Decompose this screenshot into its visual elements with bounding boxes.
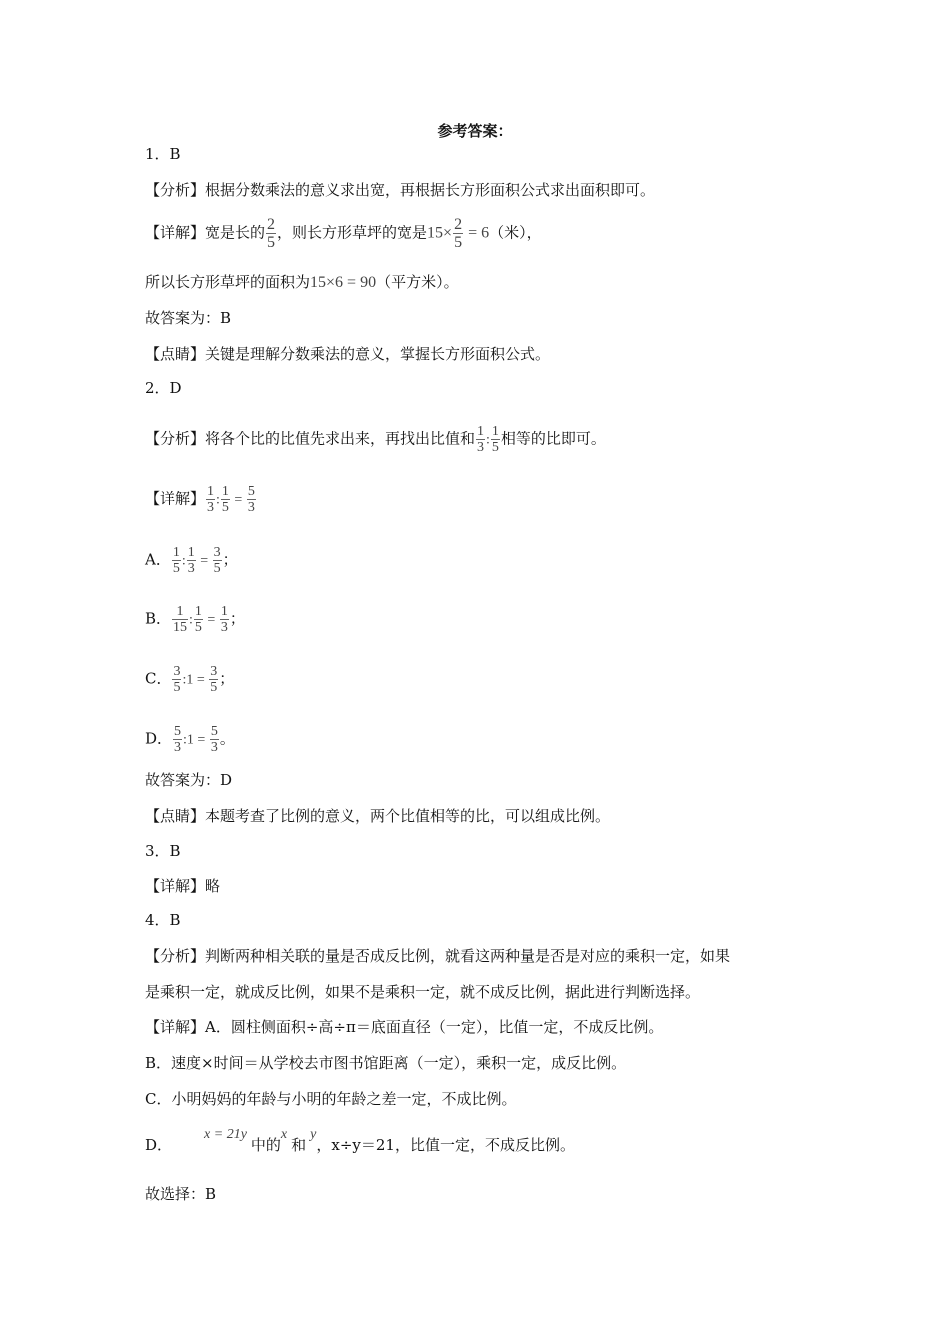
q2-frac: $\frac{1}{3}$ — [207, 484, 215, 515]
q2-detail-label: 【详解】 — [145, 489, 206, 508]
q2-frac: $\frac{1}{3}$ — [187, 545, 195, 576]
q1-comment: 【点睛】关键是理解分数乘法的意义，掌握长方形面积公式。 — [145, 345, 551, 363]
q2-frac: $\frac{1}{3}$ — [220, 604, 228, 635]
q2-frac: $\frac{5}{3}$ — [247, 484, 255, 515]
q2-option-c-label: C． — [145, 669, 172, 688]
q2-frac: $\frac{1}{5}$ — [172, 545, 180, 576]
q2-period: 。 — [219, 729, 235, 748]
q4-rest-text: ，x÷y＝21，比值一定，不成反比例。 — [316, 1136, 575, 1154]
q4-analysis-line2: 是乘积一定，就成反比例，如果不是乘积一定，就不成反比例，据此进行判断选择。 — [145, 983, 701, 1001]
q2-frac: $\frac{3}{5}$ — [213, 545, 221, 576]
q2-semicolon: ； — [229, 609, 245, 628]
q2-option-c: C． $\frac{3}{5}$ :1 = $\frac{3}{5}$ ； — [145, 664, 235, 695]
q1-frac2-numerator: 2 — [454, 216, 463, 233]
q4-option-b: B．速度×时间＝从学校去市图书馆距离（一定），乘积一定，成反比例。 — [145, 1054, 627, 1072]
q2-answer: 故答案为：D — [145, 771, 233, 789]
q1-detail-text: ，则长方形草坪的宽是 — [277, 223, 428, 242]
q4-answer: 故选择：B — [145, 1185, 217, 1203]
q2-comment: 【点睛】本题考查了比例的意义，两个比值相等的比，可以组成比例。 — [145, 807, 611, 825]
q2-detail: 【详解】 $\frac{1}{3}$ : $\frac{1}{5}$ = $\frac{5}{3}$ — [145, 484, 255, 515]
q2-frac: $\frac{1}{15}$ — [173, 604, 188, 635]
q4-mid-text: 中的 — [250, 1136, 281, 1154]
q1-area-unit: （平方米）。 — [376, 273, 459, 291]
q2-semicolon: ； — [219, 669, 235, 688]
q2-option-d-label: D． — [145, 729, 173, 748]
q2-frac: $\frac{5}{3}$ — [210, 724, 218, 755]
q4-option-c: C．小明妈妈的年龄与小明的年龄之差一定，不成比例。 — [145, 1090, 517, 1108]
q3-detail: 【详解】略 — [145, 877, 221, 895]
q2-frac: $\frac{1}{5}$ — [221, 484, 229, 515]
q4-option-d-label: D． — [145, 1136, 173, 1154]
q4-analysis-line1: 【分析】判断两种相关联的量是否成反比例，就看这两种量是否是对应的乘积一定，如果 — [145, 947, 731, 965]
q1-expr-right: = 6 — [464, 224, 490, 242]
q2-number: 2．D — [145, 379, 182, 397]
q2-analysis-text: 【分析】将各个比的比值先求出来，再找出比值和 — [145, 429, 476, 448]
q2-frac: $\frac{5}{3}$ — [174, 724, 182, 755]
q1-answer: 故答案为：B — [145, 309, 232, 327]
q4-var-x: x — [280, 1127, 288, 1142]
q4-option-d — [145, 1127, 575, 1157]
q1-area-text: 所以长方形草坪的面积为 — [145, 273, 311, 291]
q1-fraction-2-5 — [266, 216, 276, 251]
q2-analysis: 【分析】将各个比的比值先求出来，再找出比值和 $\frac{1}{3}$ : $\frac{1}{5}$ 相等的比即可。 — [145, 424, 606, 455]
q2-frac: $\frac{1}{5}$ — [491, 424, 499, 455]
q1-area-line — [145, 272, 459, 293]
q4-and-text: 和 — [291, 1136, 307, 1154]
q3-number: 3．B — [145, 842, 181, 860]
q2-frac: $\frac{1}{3}$ — [477, 424, 485, 455]
q1-unit: （米）， — [489, 223, 542, 242]
q4-detail-a: 【详解】A．圆柱侧面积÷高÷π＝底面直径（一定），比值一定，不成反比例。 — [145, 1018, 664, 1036]
q1-frac2-denominator: 5 — [454, 234, 463, 251]
q2-frac: $\frac{3}{5}$ — [173, 664, 181, 695]
q2-frac: $\frac{3}{5}$ — [210, 664, 218, 695]
q4-equation: x = 21y — [204, 1127, 247, 1142]
page-title: 参考答案： — [437, 122, 513, 140]
q1-number: 1．B — [145, 145, 181, 163]
q4-number: 4．B — [145, 911, 181, 929]
q2-analysis-end: 相等的比即可。 — [500, 429, 606, 448]
q1-frac-denominator: 5 — [267, 234, 276, 251]
q1-area-expr: 15×6 = 90 — [310, 274, 377, 291]
q2-option-a: A． $\frac{1}{5}$ : $\frac{1}{3}$ = $\frac{3}{5}$ ； — [145, 545, 238, 576]
q1-frac-numerator: 2 — [267, 216, 276, 233]
q1-analysis: 【分析】根据分数乘法的意义求出宽，再根据长方形面积公式求出面积即可。 — [145, 181, 656, 199]
q4-var-y: y — [310, 1127, 317, 1142]
q2-option-b: B． $\frac{1}{15}$ : $\frac{1}{5}$ = $\frac{1}{3}$ ； — [145, 604, 245, 635]
q1-detail — [145, 216, 542, 251]
q1-expr-left: 15× — [427, 224, 453, 242]
q1-fraction-width — [453, 216, 463, 251]
q2-option-a-label: A． — [145, 550, 171, 569]
q2-option-b-label: B． — [145, 609, 172, 628]
q2-frac: $\frac{1}{5}$ — [194, 604, 202, 635]
q2-semicolon: ； — [222, 550, 238, 569]
q2-option-d: D． $\frac{5}{3}$ :1 = $\frac{5}{3}$ 。 — [145, 724, 235, 755]
q1-detail-label: 【详解】宽是长的 — [145, 223, 266, 242]
